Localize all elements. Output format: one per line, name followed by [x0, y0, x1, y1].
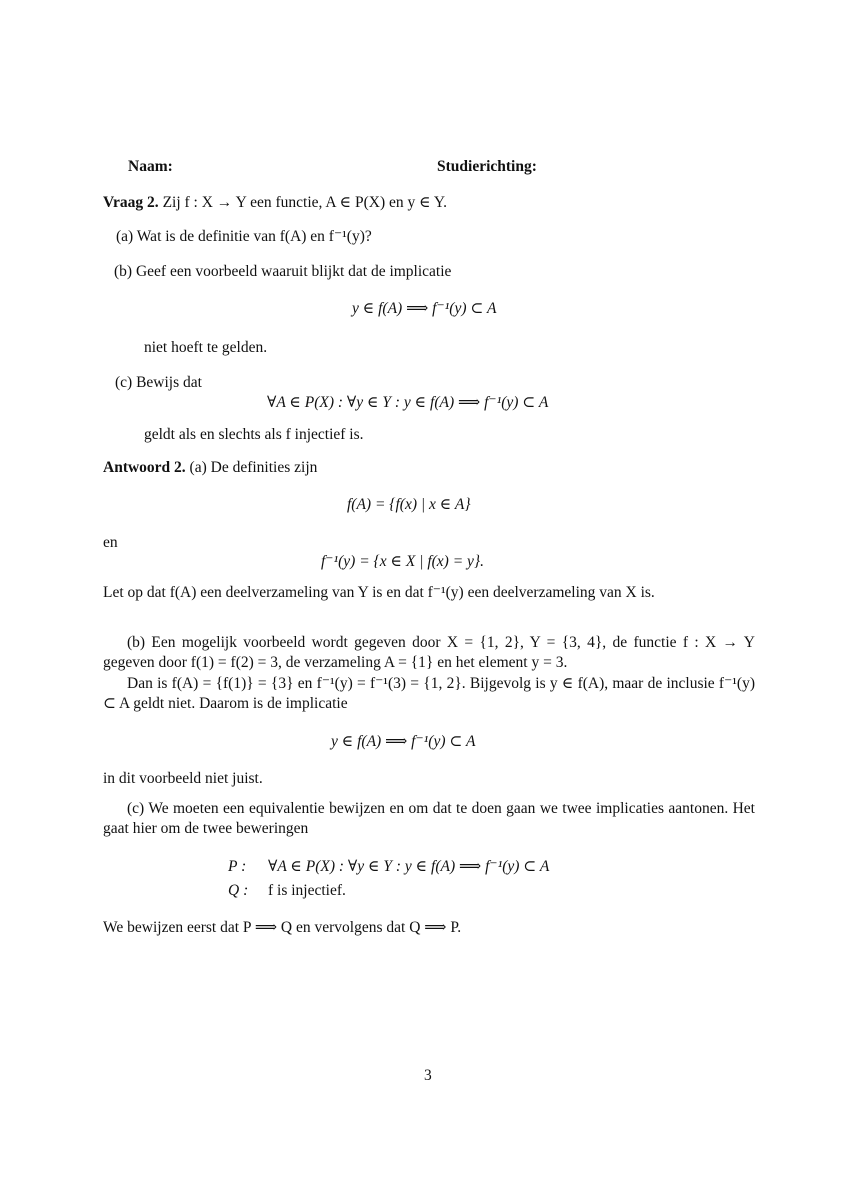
question-b-formula: y ∈ f(A) ⟹ f⁻¹(y) ⊂ A — [352, 300, 497, 317]
question-b: (b) Geef een voorbeeld waaruit blijkt dat de implicatie — [114, 263, 452, 280]
closing-sentence: We bewijzen eerst dat P ⟹ Q en vervolgens dat Q ⟹ P. — [103, 919, 462, 936]
answer-b-text: (b) Een mogelijk voorbeeld wordt gegeven door X = {1, 2}, Y = {3, 4}, de functie f : X → Y gegeven door f(1) = f(2) = 3, de verzameling A = {1} en het element y = 3. — [103, 634, 755, 671]
answer-note: Let op dat f(A) een deelverzameling van Y is en dat f⁻¹(y) een deelverzameling van X is. — [103, 584, 655, 601]
Q-label: Q : — [228, 882, 249, 899]
question-intro-line — [103, 193, 447, 213]
question-intro: Zij f : X → Y een functie, A ∈ P(X) en y ∈ Y. — [162, 194, 447, 211]
question-c-formula: ∀A ∈ P(X) : ∀y ∈ Y : y ∈ f(A) ⟹ f⁻¹(y) ⊂ A — [267, 394, 549, 411]
answer-a-intro: (a) De definities zijn — [189, 459, 318, 476]
question-label: Vraag 2. — [103, 194, 159, 211]
question-c: (c) Bewijs dat — [115, 374, 202, 391]
definition-finverse: f⁻¹(y) = {x ∈ X | f(x) = y}. — [321, 553, 484, 570]
answer-b-text2: Dan is f(A) = {f(1)} = {3} en f⁻¹(y) = f⁻¹(3) = {1, 2}. Bijgevolg is y ∈ f(A), maar de inclusie f⁻¹(y) ⊂ A geldt niet. Daarom is de implicatie — [103, 675, 755, 712]
answer-label: Antwoord 2. — [103, 459, 186, 476]
Q-formula: f is injectief. — [268, 882, 346, 899]
question-b-end: niet hoeft te gelden. — [144, 339, 268, 356]
studierichting-label: Studierichting: — [437, 158, 537, 175]
P-label: P : — [228, 858, 247, 875]
naam-label: Naam: — [128, 158, 173, 175]
question-a: (a) Wat is de definitie van f(A) en f⁻¹(y)? — [116, 228, 372, 245]
answer-c-text: (c) We moeten een equivalentie bewijzen en om dat te doen gaan we twee implicaties aantonen. Het gaat hier om de twee beweringen — [103, 800, 755, 837]
answer-b-formula: y ∈ f(A) ⟹ f⁻¹(y) ⊂ A — [331, 733, 476, 750]
answer-a-line — [103, 458, 317, 478]
P-formula: ∀A ∈ P(X) : ∀y ∈ Y : y ∈ f(A) ⟹ f⁻¹(y) ⊂ A — [268, 858, 550, 875]
page-number: 3 — [424, 1067, 432, 1084]
answer-b-end: in dit voorbeeld niet juist. — [103, 770, 263, 787]
question-c-end: geldt als en slechts als f injectief is. — [144, 426, 364, 443]
definition-fA: f(A) = {f(x) | x ∈ A} — [347, 496, 471, 513]
word-en: en — [103, 534, 118, 551]
